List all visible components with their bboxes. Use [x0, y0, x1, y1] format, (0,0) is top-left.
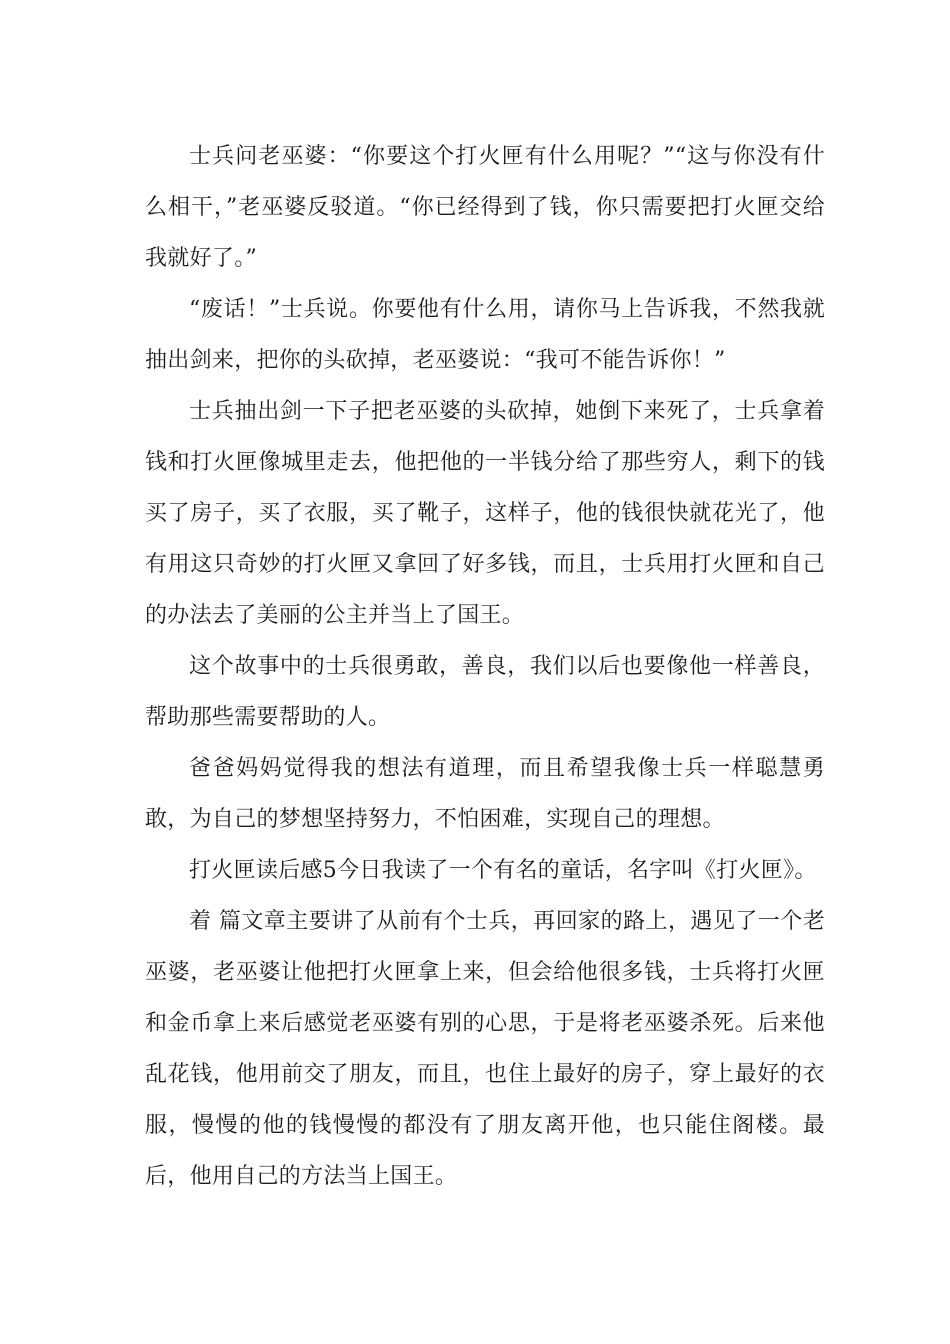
paragraph-3: 士兵抽出剑一下子把老巫婆的头砍掉，她倒下来死了，士兵拿着钱和打火匣像城里走去，他把他的一半钱分给了那些穷人，剩下的钱买了房子，买了衣服，买了靴子，这样子，他的钱很快就花光了，他有用这只奇妙的打火匣又拿回了好多钱，而且，士兵用打火匣和自己的办法去了美丽的公主并当上了国王。: [145, 399, 825, 628]
paragraph-4: 这个故事中的士兵很勇敢，善良，我们以后也要像他一样善良，帮助那些需要帮助的人。: [145, 654, 825, 730]
paragraph-1: 士兵问老巫婆：“你要这个打火匣有什么用呢？”“这与你没有什么相干，”老巫婆反驳道。“你已经得到了钱，你只需要把打火匣交给我就好了。”: [145, 144, 825, 271]
document-body: [145, 131, 825, 1202]
paragraph-6: 打火匣读后感5今日我读了一个有名的童话，名字叫《打火匣》。: [189, 858, 817, 883]
paragraph-5: 爸爸妈妈觉得我的想法有道理，而且希望我像士兵一样聪慧勇敢，为自己的梦想坚持努力，不怕困难，实现自己的理想。: [145, 756, 825, 832]
paragraph-7: 着 篇文章主要讲了从前有个士兵，再回家的路上，遇见了一个老巫婆，老巫婆让他把打火匣拿上来，但会给他很多钱，士兵将打火匣和金币拿上来后感觉老巫婆有别的心思，于是将老巫婆杀死。后来他乱花钱，他用前交了朋友，而且，也住上最好的房子，穿上最好的衣服，慢慢的他的钱慢慢的都没有了朋友离开他，也只能住阁楼。最后，他用自己的方法当上国王。: [145, 909, 825, 1189]
paragraph-2: “废话！”士兵说。你要他有什么用，请你马上告诉我，不然我就抽出剑来，把你的头砍掉，老巫婆说：“我可不能告诉你！”: [145, 297, 825, 373]
